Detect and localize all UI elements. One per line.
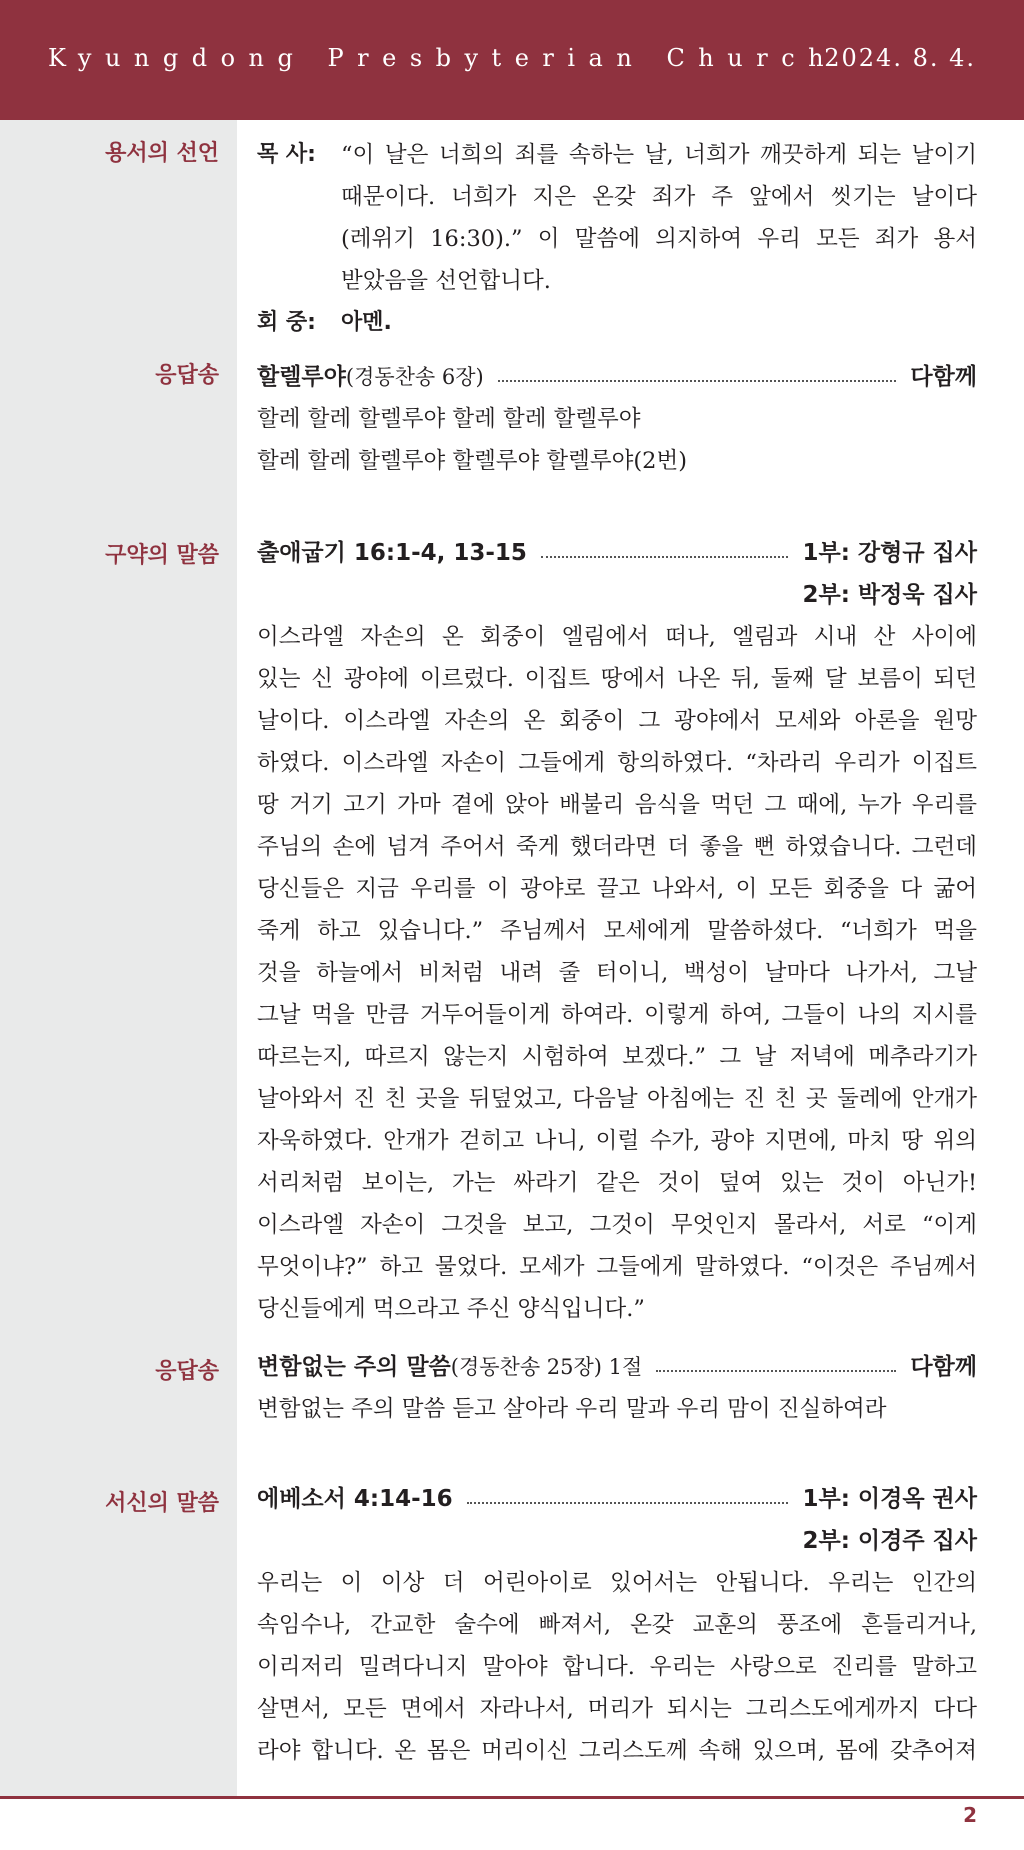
section-label-response-1: 응답송 [155,363,219,388]
scripture-line: 죽게 하고 있습니다.” 주님께서 모세에게 말씀하셨다. “너희가 먹을 [257,918,977,944]
section-label-response-2: 응답송 [155,1359,219,1384]
page-header [0,0,1024,120]
scripture-line: 땅 거기 고기 가마 곁에 앉아 배불리 음식을 먹던 그 때에, 누가 우리를 [257,792,977,818]
scripture-line: 이스라엘 자손이 그것을 보고, 그것이 무엇인지 몰라서, 서로 “이게 [257,1212,977,1238]
section-label-pardon: 용서의 선언 [105,141,219,166]
text-line: “이 날은 너희의 죄를 속하는 날, 너희가 깨끗하게 되는 날이기 [341,142,977,168]
scripture-line: 날이다. 이스라엘 자손의 온 회중이 그 광야에서 모세와 아론을 원망 [257,708,977,734]
scripture-line: 하였다. 이스라엘 자손이 그들에게 항의하였다. “차라리 우리가 이집트 [257,750,977,776]
leader-dots [541,556,789,558]
scripture-line: 날아와서 진 친 곳을 뒤덮었고, 다음날 아침에는 진 친 곳 둘레에 안개가 [257,1086,977,1112]
section-label-epistle: 서신의 말씀 [105,1491,219,1516]
scripture-line: 우리는 이 이상 더 어린아이로 있어서는 안됩니다. 우리는 인간의 [257,1570,977,1596]
congregation-text: 아멘. [341,310,392,335]
scripture-line: 주님의 손에 넘겨 주어서 죽게 했더라면 더 좋을 뻔 하였습니다. 그런데 [257,834,977,860]
scripture-line: 이스라엘 자손의 온 회중이 엘림에서 떠나, 엘림과 시내 산 사이에 [257,624,977,650]
scripture-reference: 출애굽기 16:1-4, 13-15 [257,540,527,566]
section-response-2 [257,1346,977,1430]
hymn-title: 할렐루야 [257,364,346,390]
church-name: Kyungdong Presbyterian Church [48,44,838,72]
scripture-line: 속임수나, 간교한 술수에 빠져서, 온갖 교훈의 풍조에 흔들리거나, [257,1612,977,1638]
lyrics-line: 할레 할레 할렐루야 할레 할레 할렐루야 [257,406,641,432]
scripture-line: 그날 먹을 만큼 거두어들이게 하여라. 이렇게 하여, 그들이 나의 지시를 [257,1002,977,1028]
leader-dots [498,380,897,382]
footer-rule [0,1796,1024,1799]
section-epistle [257,1478,977,1772]
hymn-title: 변함없는 주의 말씀 [257,1354,451,1380]
scripture-line: 라야 합니다. 온 몸은 머리이신 그리스도께 속해 있으며, 몸에 갖추어져 [257,1738,977,1764]
section-response-1 [257,356,977,482]
reader-second-service: 2부: 박정욱 집사 [802,582,977,608]
pastor-text [341,134,977,302]
section-label-ot-reading: 구약의 말씀 [105,543,219,568]
scripture-line: 당신들은 지금 우리를 이 광야로 끌고 나와서, 이 모든 회중을 다 굶어 [257,876,977,902]
performer: 다함께 [910,364,977,390]
scripture-line: 당신들에게 먹으라고 주신 양식입니다.” [257,1296,645,1322]
page-number: 2 [963,1803,977,1827]
bulletin-date: 2024. 8. 4. [824,44,976,72]
congregation-label: 회 중: [257,310,316,335]
reader-first-service: 1부: 이경옥 권사 [802,1486,977,1512]
scripture-line: 자욱하였다. 안개가 걷히고 나니, 이럴 수가, 광야 지면에, 마치 땅 위의 [257,1128,977,1154]
reader-first-service: 1부: 강형규 집사 [802,540,977,566]
scripture-line: 따르는지, 따르지 않는지 시험하여 보겠다.” 그 날 저녁에 메추라기가 [257,1044,977,1070]
scripture-reference: 에베소서 4:14-16 [257,1486,453,1512]
lyrics-line: 변함없는 주의 말씀 듣고 살아라 우리 말과 우리 맘이 진실하여라 [257,1396,887,1422]
hymn-number: (경동찬송 25장) 1절 [450,1355,643,1379]
scripture-line: 있는 신 광야에 이르렀다. 이집트 땅에서 나온 뒤, 둘째 달 보름이 되던 [257,666,977,692]
performer: 다함께 [910,1354,977,1380]
section-pardon [257,134,977,344]
text-line: 받았음을 선언합니다. [341,268,551,294]
scripture-line: 무엇이냐?” 하고 물었다. 모세가 그들에게 말하였다. “이것은 주님께서 [257,1254,977,1280]
section-ot-reading [257,532,977,1330]
scripture-line: 이리저리 밀려다니지 말아야 합니다. 우리는 사랑으로 진리를 말하고 [257,1654,977,1680]
reader-second-service: 2부: 이경주 집사 [802,1528,977,1554]
leader-dots [467,1502,789,1504]
hymn-number: (경동찬송 6장) [345,365,484,389]
scripture-line: 것을 하늘에서 비처럼 내려 줄 터이니, 백성이 날마다 나가서, 그날 [257,960,977,986]
leader-dots [656,1370,896,1372]
text-line: (레위기 16:30).” 이 말씀에 의지하여 우리 모든 죄가 용서 [341,226,977,252]
lyrics-line: 할레 할레 할렐루야 할렐루야 할렐루야(2번) [257,448,687,474]
pastor-label: 목 사: [257,142,316,167]
scripture-line: 서리처럼 보이는, 가는 싸라기 같은 것이 덮여 있는 것이 아닌가! [257,1170,977,1196]
text-line: 때문이다. 너희가 지은 온갖 죄가 주 앞에서 씻기는 날이다 [341,184,977,210]
scripture-line: 살면서, 모든 면에서 자라나서, 머리가 되시는 그리스도에게까지 다다 [257,1696,977,1722]
